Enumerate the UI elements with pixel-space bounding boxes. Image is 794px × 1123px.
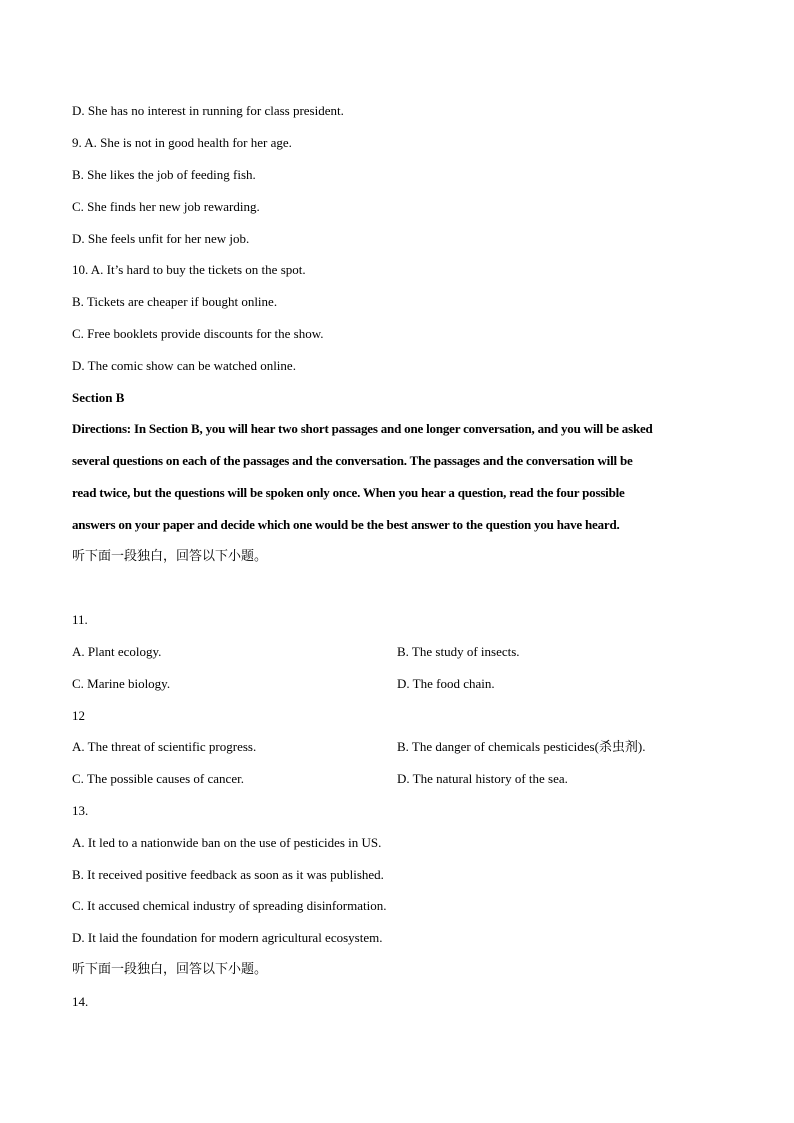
q12-option-c: C. The possible causes of cancer. xyxy=(72,771,244,786)
listening-instruction-2: 听下面一段独白，回答以下小题。 xyxy=(72,962,268,977)
q11-number: 11. xyxy=(72,612,88,627)
q12-option-d: D. The natural history of the sea. xyxy=(397,771,568,786)
q10-option-a: 10. A. It’s hard to buy the tickets on the spot. xyxy=(72,262,306,277)
q12-option-a: A. The threat of scientific progress. xyxy=(72,739,257,754)
directions-line-2: several questions on each of the passages and the conversation. The passages and the conversation will be xyxy=(72,453,633,468)
listening-instruction-1: 听下面一段独白，回答以下小题。 xyxy=(72,549,268,564)
q10-option-d: D. The comic show can be watched online. xyxy=(72,358,296,373)
q10-option-c: C. Free booklets provide discounts for the show. xyxy=(72,326,324,341)
q12-number: 12 xyxy=(72,708,85,723)
q9-option-a: 9. A. She is not in good health for her age. xyxy=(72,135,292,150)
directions-line-4: answers on your paper and decide which one would be the best answer to the question you have heard. xyxy=(72,517,620,532)
q13-option-a: A. It led to a nationwide ban on the use of pesticides in US. xyxy=(72,835,382,850)
q13-option-d: D. It laid the foundation for modern agricultural ecosystem. xyxy=(72,930,383,945)
q10-option-b: B. Tickets are cheaper if bought online. xyxy=(72,294,278,309)
q13-option-b: B. It received positive feedback as soon as it was published. xyxy=(72,867,384,882)
section-b-heading: Section B xyxy=(72,390,125,405)
directions-line-3: read twice, but the questions will be spoken only once. When you hear a question, read the four possible xyxy=(72,485,625,500)
q9-option-c: C. She finds her new job rewarding. xyxy=(72,199,260,214)
q9-option-d: D. She feels unfit for her new job. xyxy=(72,231,250,246)
q11-option-a: A. Plant ecology. xyxy=(72,644,162,659)
q12-option-b: B. The danger of chemicals pesticides(杀虫剂). xyxy=(397,739,646,754)
q9-option-b: B. She likes the job of feeding fish. xyxy=(72,167,256,182)
q13-number: 13. xyxy=(72,803,89,818)
q11-option-c: C. Marine biology. xyxy=(72,676,171,691)
directions-line-1: Directions: In Section B, you will hear two short passages and one longer conversation, and you will be asked xyxy=(72,421,653,436)
q11-option-d: D. The food chain. xyxy=(397,676,495,691)
q14-number: 14. xyxy=(72,994,89,1009)
q11-option-b: B. The study of insects. xyxy=(397,644,520,659)
q13-option-c: C. It accused chemical industry of spreading disinformation. xyxy=(72,898,387,913)
q8-option-d: D. She has no interest in running for class president. xyxy=(72,103,344,118)
